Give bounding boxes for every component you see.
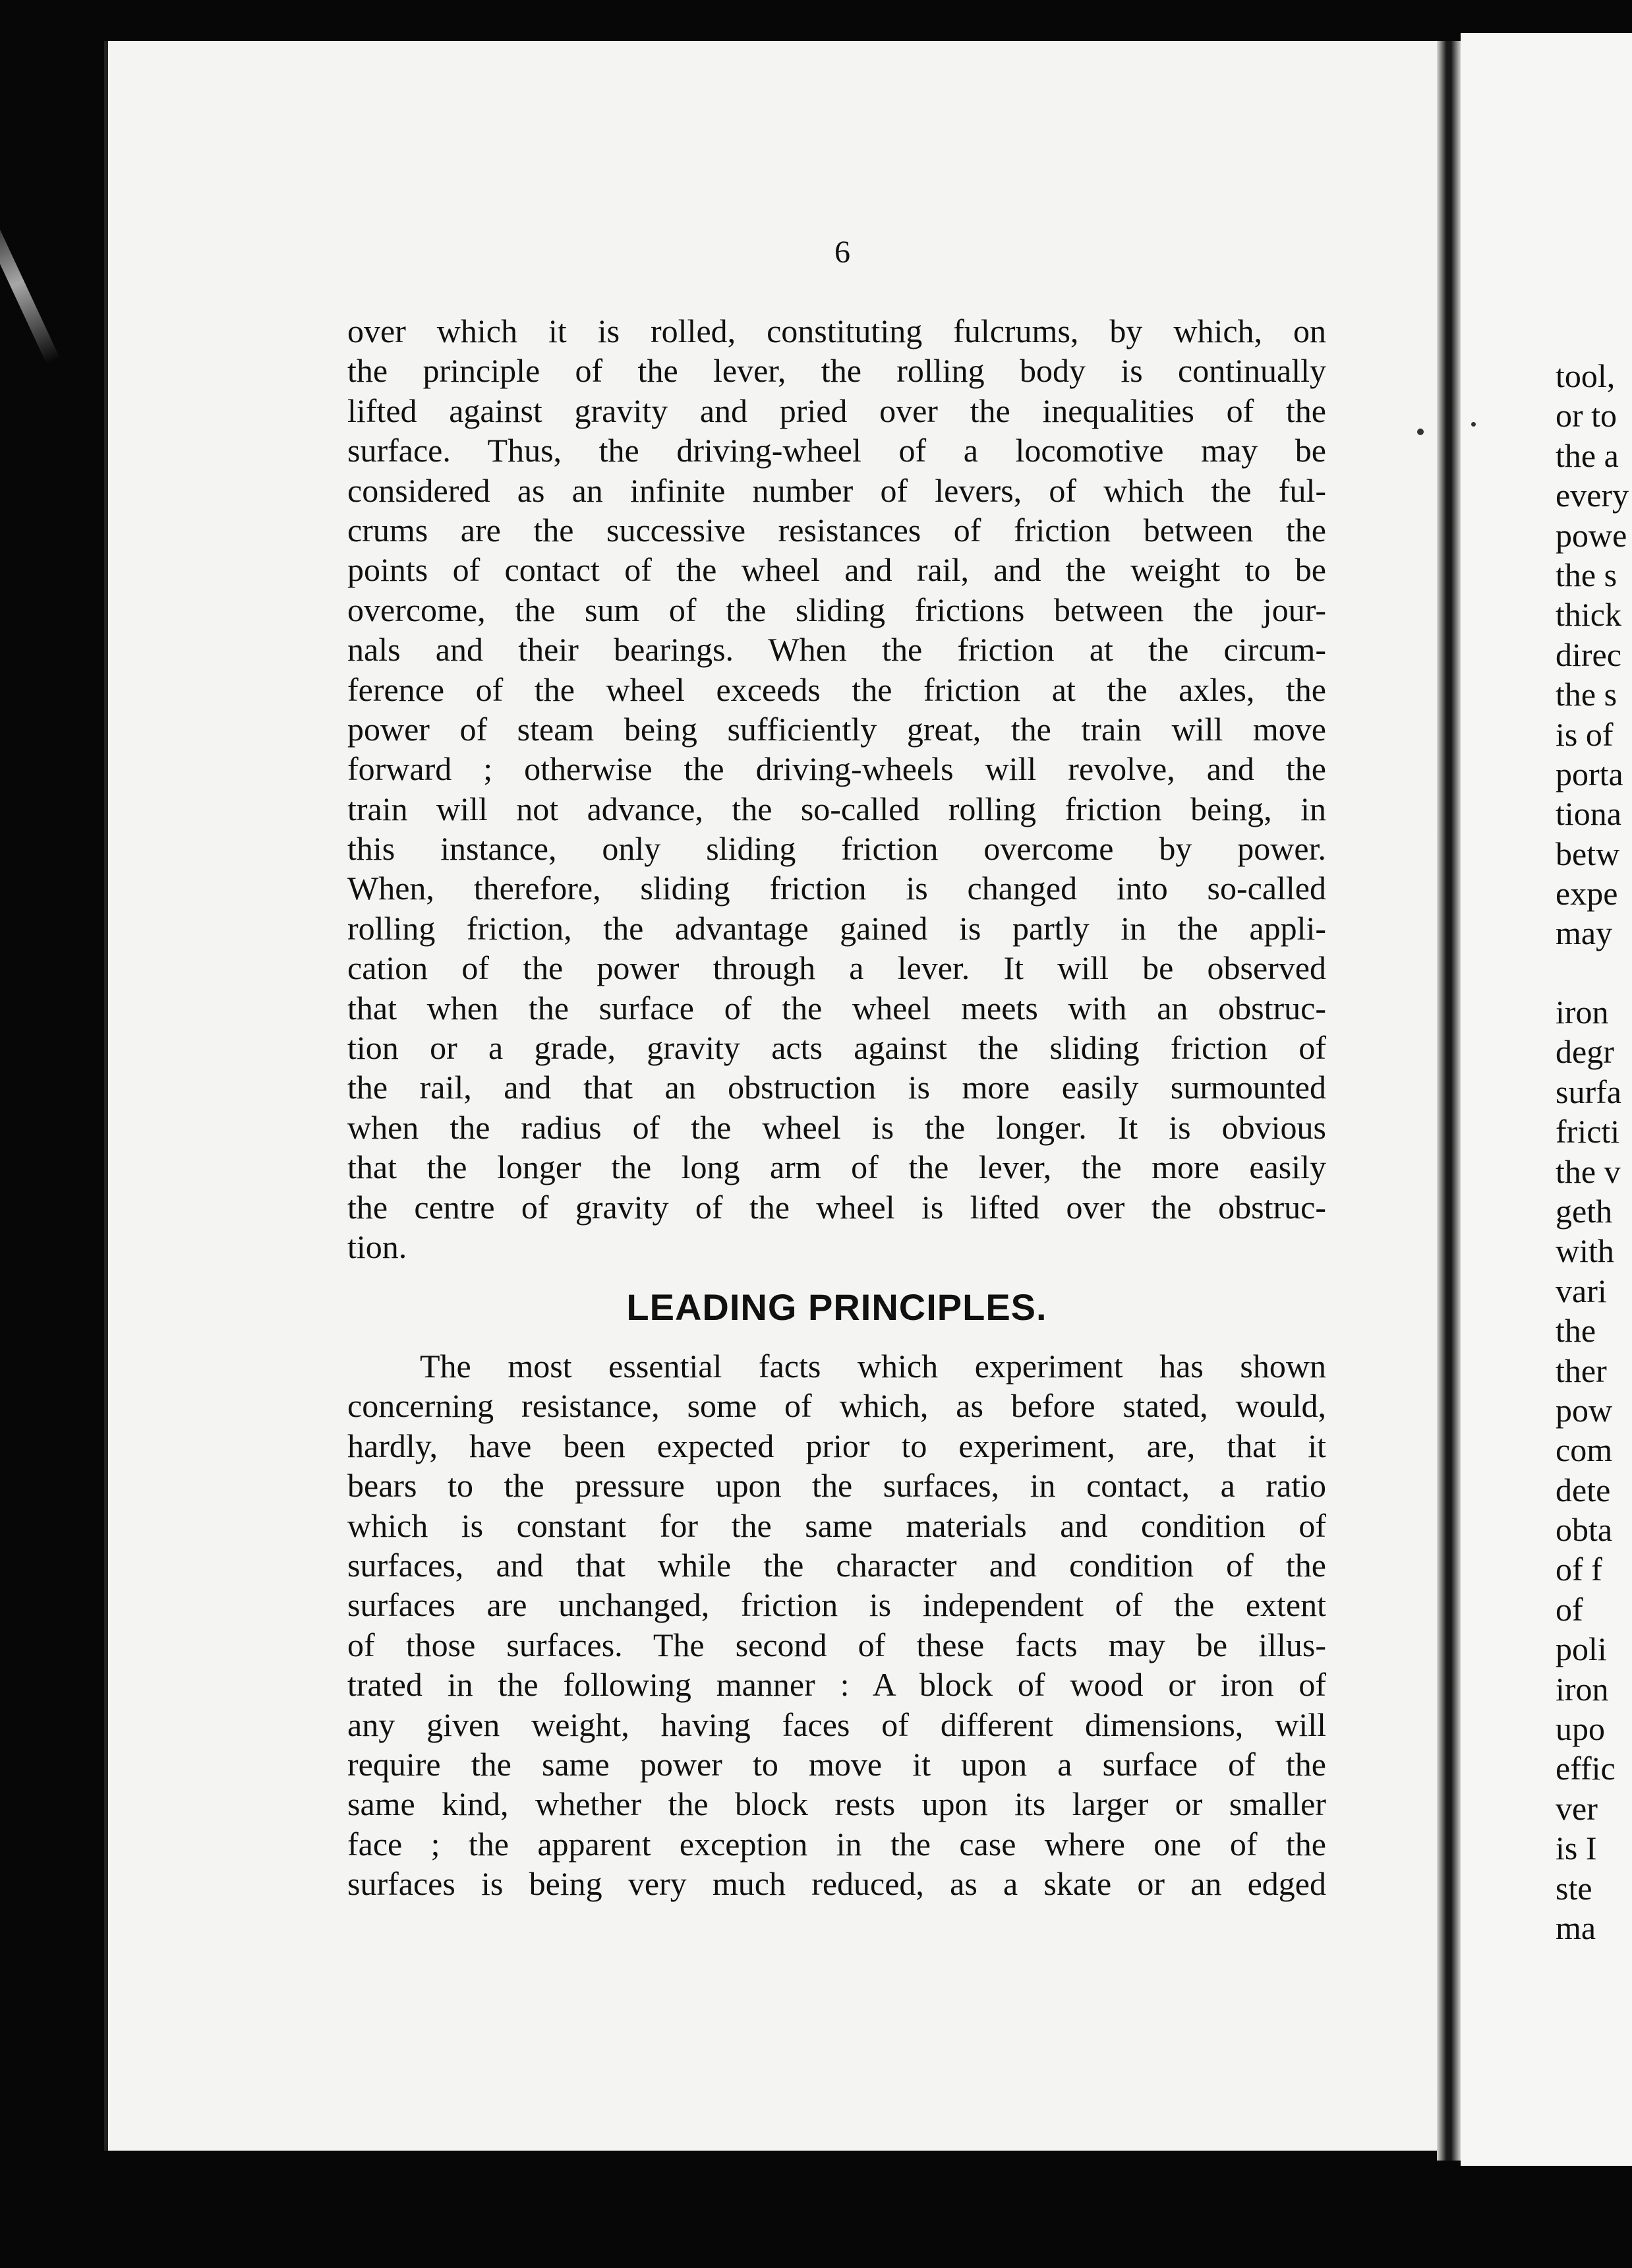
text-fragment: the [1556, 1312, 1596, 1350]
text-line: surfaces are unchanged, friction is independent of the extent [347, 1586, 1326, 1624]
text-line: When, therefore, sliding friction is changed into so-called [347, 870, 1326, 907]
text-fragment: ver [1556, 1789, 1598, 1827]
text-fragment: upo [1556, 1710, 1605, 1748]
text-fragment: is of [1556, 715, 1614, 753]
right-page-text-top [1556, 356, 1632, 953]
text-line: hardly, have been expected prior to experiment, are, that it [347, 1427, 1326, 1464]
text-fragment: degr [1556, 1033, 1614, 1071]
text-line: nals and their bearings. When the friction at the circum- [347, 631, 1326, 669]
text-fragment: porta [1556, 755, 1623, 792]
text-line: The most essential facts which experiment has shown [420, 1348, 1326, 1385]
text-fragment: of f [1556, 1551, 1602, 1588]
text-fragment: the s [1556, 556, 1617, 593]
text-fragment: of [1556, 1590, 1583, 1628]
text-line: concerning resistance, some of which, as before stated, would, [347, 1387, 1326, 1425]
text-line: crums are the successive resistances of friction between the [347, 511, 1326, 549]
text-fragment: the v [1556, 1152, 1621, 1190]
text-fragment: thick [1556, 596, 1621, 634]
text-fragment: obta [1556, 1511, 1613, 1549]
text-fragment: ma [1556, 1909, 1596, 1946]
body-text-bottom [347, 1346, 1326, 1903]
text-line: train will not advance, the so-called rolling friction being, in [347, 790, 1326, 827]
text-fragment: the s [1556, 676, 1617, 713]
text-line: considered as an infinite number of levers, of which the ful- [347, 471, 1326, 509]
text-line: cation of the power through a lever. It will be observed [347, 949, 1326, 987]
text-fragment: the a [1556, 436, 1619, 474]
scan-speck [1417, 429, 1424, 435]
text-line: ference of the wheel exceeds the friction at the axles, the [347, 671, 1326, 708]
text-line: power of steam being sufficiently great, the train will move [347, 710, 1326, 748]
text-line: tion. [347, 1228, 407, 1265]
text-fragment: or to [1556, 397, 1617, 434]
text-line: when the radius of the wheel is the longer. It is obvious [347, 1108, 1326, 1146]
text-line: over which it is rolled, constituting fulcrums, by which, on [347, 313, 1326, 349]
text-line: this instance, only sliding friction overcome by power. [347, 830, 1326, 868]
text-fragment: is I [1556, 1830, 1597, 1867]
text-line: which is constant for the same materials and condition of [347, 1507, 1326, 1544]
text-fragment: ther [1556, 1352, 1607, 1389]
text-fragment: effic [1556, 1750, 1616, 1787]
text-fragment: betw [1556, 835, 1620, 872]
text-fragment: direc [1556, 636, 1621, 673]
text-line: overcome, the sum of the sliding frictions between the jour- [347, 591, 1326, 628]
text-fragment: vari [1556, 1272, 1607, 1309]
text-line: require the same power to move it upon a surface of the [347, 1745, 1326, 1783]
text-line: forward ; otherwise the driving-wheels will revolve, and the [347, 750, 1326, 788]
text-fragment: with [1556, 1232, 1614, 1270]
text-fragment: powe [1556, 516, 1627, 554]
text-line: surfaces is being very much reduced, as a skate or an edged [347, 1865, 1326, 1903]
text-line: face ; the apparent exception in the case where one of the [347, 1825, 1326, 1863]
text-line: tion or a grade, gravity acts against the sliding friction of [347, 1029, 1326, 1067]
text-fragment: surfa [1556, 1073, 1621, 1110]
text-fragment: pow [1556, 1391, 1613, 1429]
text-line: the centre of gravity of the wheel is lifted over the obstruc- [347, 1188, 1326, 1226]
text-line: the rail, and that an obstruction is more easily surmounted [347, 1069, 1326, 1106]
text-fragment: expe [1556, 875, 1618, 912]
text-fragment: every [1556, 477, 1629, 514]
book-gutter [1437, 41, 1461, 2161]
text-fragment: may [1556, 914, 1613, 952]
section-heading: LEADING PRINCIPLES. [626, 1286, 1047, 1328]
text-line: trated in the following manner : A block of wood or iron of [347, 1666, 1326, 1704]
right-page-text-bottom [1556, 992, 1632, 1948]
text-line: rolling friction, the advantage gained is partly in the appli- [347, 909, 1326, 947]
text-fragment: iron [1556, 994, 1609, 1030]
text-line: lifted against gravity and pried over the inequalities of the [347, 392, 1326, 429]
text-line: points of contact of the wheel and rail, and the weight to be [347, 551, 1326, 589]
text-fragment: iron [1556, 1670, 1609, 1708]
text-line: any given weight, having faces of different dimensions, will [347, 1706, 1326, 1743]
scan-artifact [0, 203, 60, 365]
text-line: of those surfaces. The second of these facts may be illus- [347, 1626, 1326, 1663]
text-fragment: fricti [1556, 1113, 1620, 1150]
text-line: surface. Thus, the driving-wheel of a locomotive may be [347, 432, 1326, 469]
scan-speck [1471, 422, 1476, 427]
text-line: the principle of the lever, the rolling body is continually [347, 352, 1326, 390]
text-line: that when the surface of the wheel meets with an obstruc- [347, 989, 1326, 1027]
text-fragment: com [1556, 1431, 1613, 1469]
page-number: 6 [834, 235, 850, 270]
text-line: surfaces, and that while the character and condition of the [347, 1546, 1326, 1584]
text-fragment: poli [1556, 1630, 1607, 1668]
body-text-top [347, 311, 1326, 1267]
text-fragment: dete [1556, 1471, 1611, 1508]
text-fragment: ste [1556, 1869, 1592, 1907]
text-line: bears to the pressure upon the surfaces, in contact, a ratio [347, 1467, 1326, 1505]
text-line: same kind, whether the block rests upon its larger or smaller [347, 1785, 1326, 1823]
text-fragment: tiona [1556, 795, 1621, 833]
text-fragment: tool, [1556, 357, 1616, 394]
text-line: that the longer the long arm of the lever, the more easily [347, 1149, 1326, 1186]
text-fragment: geth [1556, 1192, 1613, 1230]
